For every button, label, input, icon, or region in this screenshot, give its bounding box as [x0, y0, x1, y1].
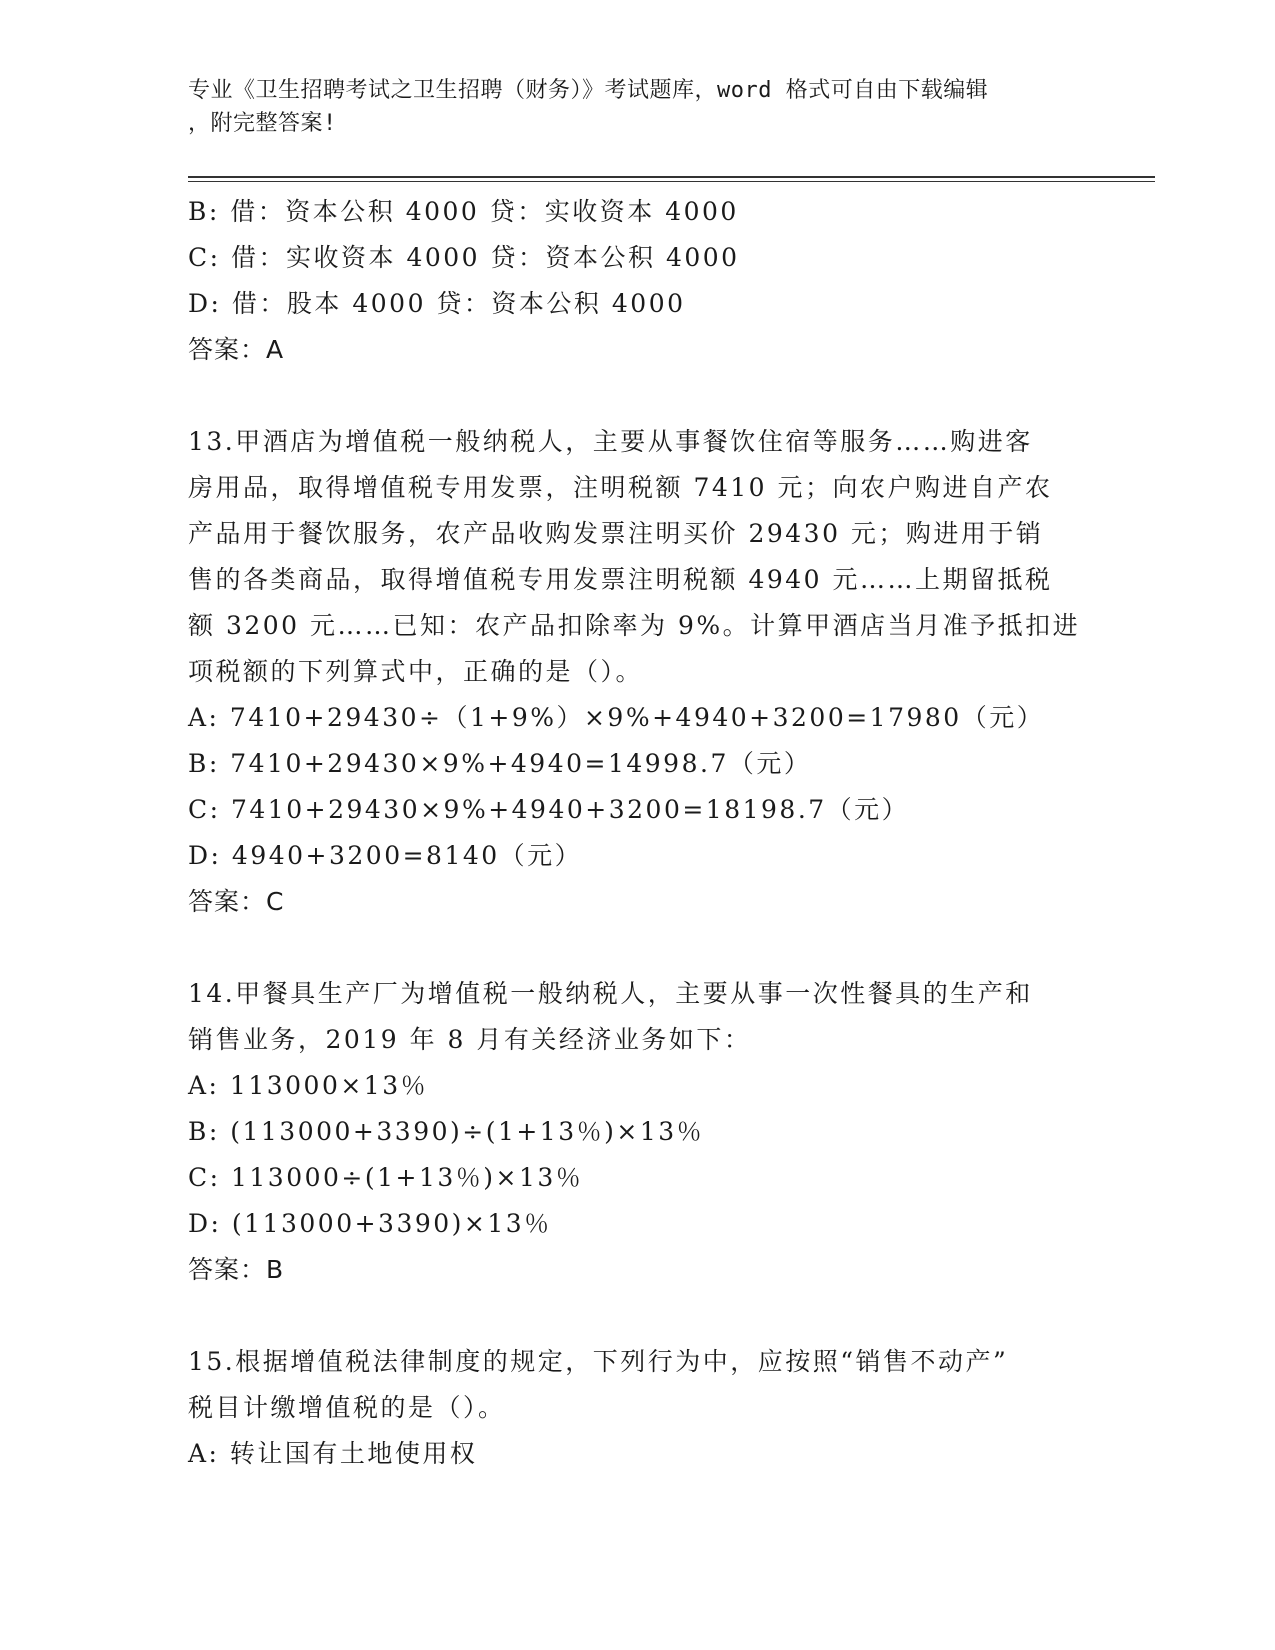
spacer: [188, 1293, 1088, 1339]
q15-stem: [188, 1339, 1088, 1431]
q15-stem-line: 税目计缴增值税的是（）。: [188, 1393, 506, 1422]
q13-option-d: D: 4940+3200=8140（元）: [188, 841, 583, 870]
q14-stem-line: 14.甲餐具生产厂为增值税一般纳税人，主要从事一次性餐具的生产和: [188, 979, 1033, 1008]
q13-stem-line: 产品用于餐饮服务，农产品收购发票注明买价 29430 元；购进用于销: [188, 519, 1044, 548]
q13-stem-line: 项税额的下列算式中，正确的是（）。: [188, 657, 644, 686]
q13-stem: [188, 419, 1088, 695]
q14-option-d: D: (113000+3390)×13％: [188, 1209, 552, 1238]
header-divider: [188, 176, 1155, 182]
q13-stem-line: 额 3200 元……已知：农产品扣除率为 9%。计算甲酒店当月准予抵扣进: [188, 611, 1081, 640]
q14-option-b: B: (113000+3390)÷(1+13％)×13％: [188, 1117, 705, 1146]
q12-option-c: C: 借：实收资本 4000 贷：资本公积 4000: [188, 243, 740, 272]
q13-answer: 答案：C: [188, 887, 285, 916]
q12-option-b: B: 借：资本公积 4000 贷：实收资本 4000: [188, 197, 739, 226]
q13-stem-line: 房用品，取得增值税专用发票，注明税额 7410 元；向农户购进自产农: [188, 473, 1053, 502]
q12-answer: 答案：A: [188, 335, 285, 364]
header-title-line-2: ，附完整答案!: [188, 111, 337, 136]
q15-stem-line: 15.根据增值税法律制度的规定，下列行为中，应按照“销售不动产”: [188, 1347, 1009, 1376]
document-header: [188, 74, 1068, 140]
document-body: [188, 189, 1088, 1477]
q13-option-a: A: 7410+29430÷（1+9%）×9%+4940+3200=17980（元）: [188, 703, 1045, 732]
q12-option-d: D: 借：股本 4000 贷：资本公积 4000: [188, 289, 686, 318]
q13-stem-line: 售的各类商品，取得增值税专用发票注明税额 4940 元……上期留抵税: [188, 565, 1053, 594]
question-12: [188, 189, 1088, 373]
q15-option-a: A: 转让国有土地使用权: [188, 1439, 478, 1468]
q13-option-b: B: 7410+29430×9%+4940=14998.7（元）: [188, 749, 812, 778]
header-title-line-1: 专业《卫生招聘考试之卫生招聘（财务）》考试题库，word 格式可自由下载编辑: [188, 78, 989, 103]
q14-stem: [188, 971, 1088, 1063]
question-13: [188, 419, 1088, 925]
q14-stem-line: 销售业务，2019 年 8 月有关经济业务如下：: [188, 1025, 752, 1054]
q14-option-c: C: 113000÷(1+13％)×13％: [188, 1163, 584, 1192]
q14-option-a: A: 113000×13％: [188, 1071, 429, 1100]
question-15: [188, 1339, 1088, 1477]
q13-option-c: C: 7410+29430×9%+4940+3200=18198.7（元）: [188, 795, 910, 824]
q14-answer: 答案：B: [188, 1255, 285, 1284]
spacer: [188, 925, 1088, 971]
spacer: [188, 373, 1088, 419]
q13-stem-line: 13.甲酒店为增值税一般纳税人，主要从事餐饮住宿等服务……购进客: [188, 427, 1033, 456]
question-14: [188, 971, 1088, 1293]
